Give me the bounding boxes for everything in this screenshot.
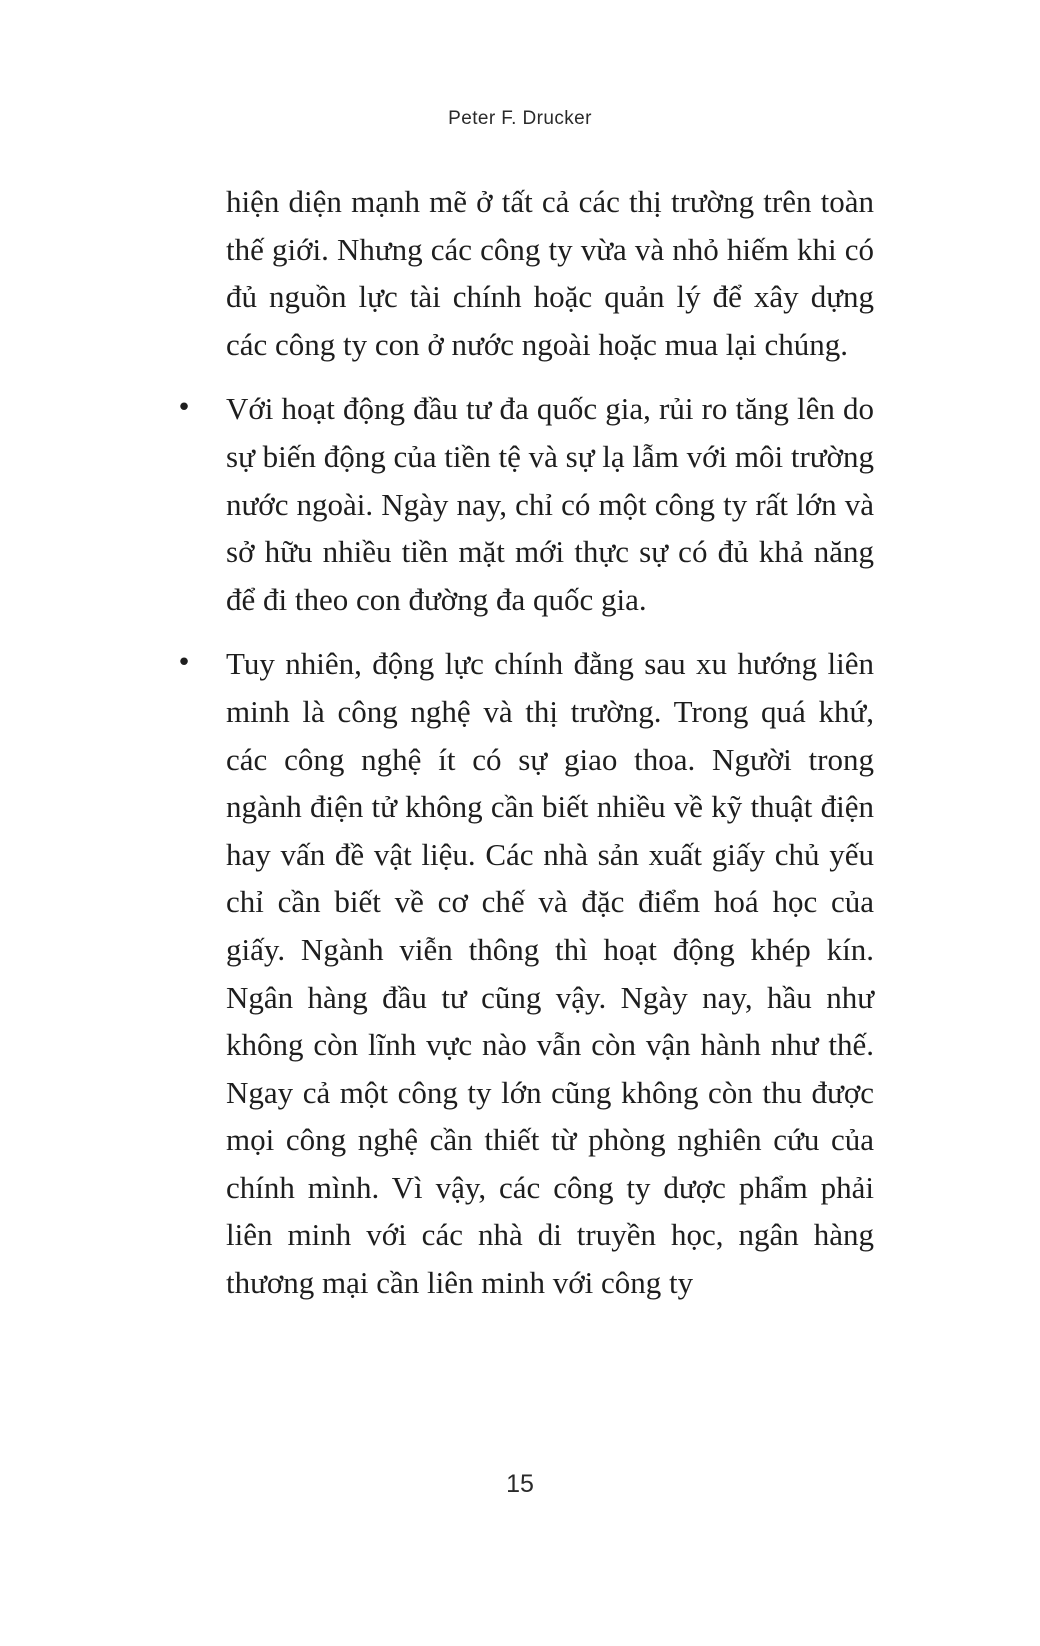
bullet-item-1 xyxy=(176,385,874,623)
page-number: 15 xyxy=(506,1470,534,1498)
bullet-text-1: Với hoạt động đầu tư đa quốc gia, rủi ro tăng lên do sự biến động của tiền tệ và sự lạ lẫm với môi trường nước ngoài. Ngày nay, chỉ có một công ty rất lớn và sở hữu nhiều tiền mặt mới thực sự có đủ khả năng để đi theo con đường đa quốc gia. xyxy=(226,391,874,617)
bullet-dot-icon: • xyxy=(176,393,192,424)
continued-paragraph: hiện diện mạnh mẽ ở tất cả các thị trường trên toàn thế giới. Nhưng các công ty vừa và nhỏ hiếm khi có đủ nguồn lực tài chính hoặc quản lý để xây dựng các công ty con ở nước ngoài hoặc mua lại chúng. xyxy=(226,184,874,362)
bullet-dot-icon: • xyxy=(176,648,192,679)
running-header-author: Peter F. Drucker xyxy=(448,108,592,129)
bullet-item-2 xyxy=(176,640,874,1306)
bullet-text-2: Tuy nhiên, động lực chính đằng sau xu hướng liên minh là công nghệ và thị trường. Trong quá khứ, các công nghệ ít có sự giao thoa. Người trong ngành điện tử không cần biết nhiều về kỹ thuật điện hay vấn đề vật liệu. Các nhà sản xuất giấy chủ yếu chỉ cần biết về cơ chế và đặc điểm hoá học của giấy. Ngành viễn thông thì hoạt động khép kín. Ngân hàng đầu tư cũng vậy. Ngày nay, hầu như không còn lĩnh vực nào vẫn còn vận hành như thế. Ngay cả một công ty lớn cũng không còn thu được mọi công nghệ cần thiết từ phòng nghiên cứu của chính mình. Vì vậy, các công ty dược phẩm phải liên minh với các nhà di truyền học, ngân hàng thương mại cần liên minh với công ty xyxy=(226,646,874,1301)
page-body xyxy=(176,178,874,1307)
